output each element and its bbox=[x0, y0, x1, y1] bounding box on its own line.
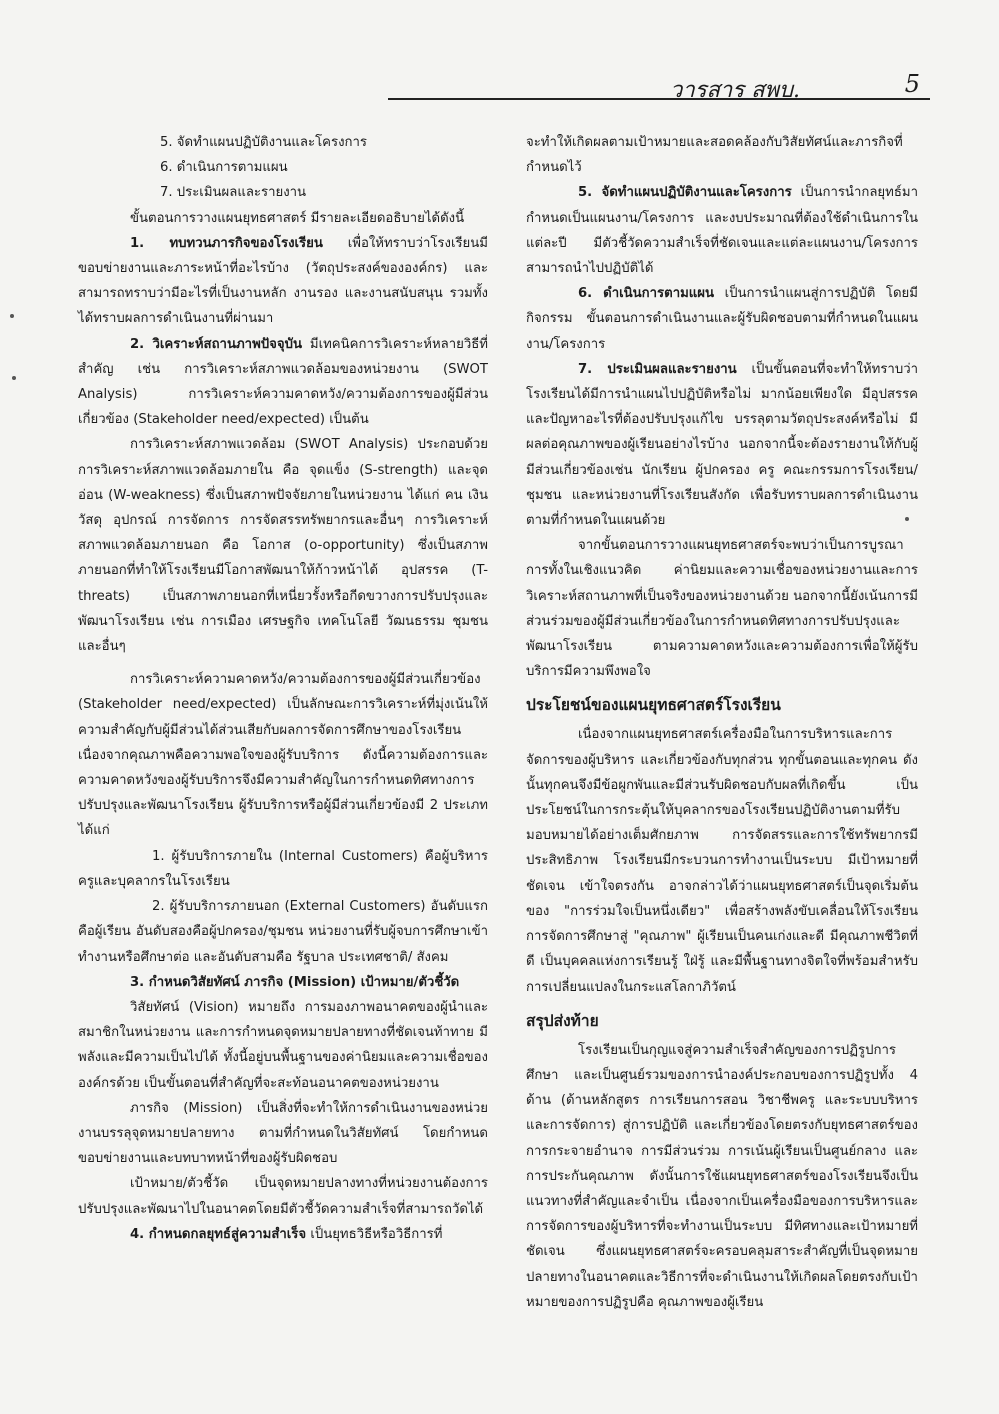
step3-heading: 3. กำหนดวิสัยทัศน์ ภารกิจ (Mission) เป้าหมาย/ตัวชี้วัด bbox=[130, 974, 460, 990]
step6-heading: 6. ดำเนินการตามแผน bbox=[578, 286, 715, 302]
journal-title: วารสาร สพบ. bbox=[669, 78, 800, 103]
scan-speck bbox=[10, 314, 14, 318]
mission-paragraph: ภารกิจ (Mission) เป็นสิ่งที่จะทำให้การดำเนินงานของหน่วยงานบรรลุจุดหมายปลายทาง ตามที่กำหนดในวิสัยทัศน์ โดยกำหนดขอบข่ายงานและบทบาทหน้าที่ของผู้รับผิดชอบ bbox=[78, 1100, 488, 1167]
step6-paragraph bbox=[526, 281, 918, 357]
step1-paragraph bbox=[78, 231, 488, 332]
scan-speck bbox=[12, 376, 16, 380]
goal-paragraph: เป้าหมาย/ตัวชี้วัด เป็นจุดหมายปลางทางที่หน่วยงานต้องการปรับปรุงและพัฒนาไปในอนาคตโดยมีตัวชี้วัดความสำเร็จที่สามารถวัดได้ bbox=[78, 1176, 488, 1217]
step4-text: เป็นยุทธวิธีหรือวิธีการที่ bbox=[306, 1226, 443, 1242]
internal-customers-item: 1. ผู้รับบริการภายใน (Internal Customers) คือผู้บริหาร ครูและบุคลากรในโรงเรียน bbox=[78, 848, 488, 889]
step7-text: เป็นขั้นตอนที่จะทำให้ทราบว่าโรงเรียนได้มีการนำแผนไปปฏิบัติหรือไม่ มากน้อยเพียงใด มีอุปสรรคและปัญหาอะไรที่ต้องปรับปรุงแก้ไข บรรลุตามวัตถุประสงค์หรือไม่ มีผลต่อคุณภาพของผู้เรียนอย่างไรบ้าง นอกจากนี้จะต้องรายงานให้กับผู้มีส่วนเกี่ยวข้องเช่น นักเรียน ผู้ปกครอง ครู คณะกรรมการโรงเรียน/ชุมชน และหน่วยงานที่โรงเรียนสังกัด เพื่อรับทราบผลการดำเนินงานตามที่กำหนดในแผนด้วย bbox=[526, 361, 918, 529]
conclusion-paragraph: โรงเรียนเป็นกุญแจสู่ความสำเร็จสำคัญของการปฏิรูปการศึกษา และเป็นศูนย์รวมของการนำองค์ประกอบของการปฏิรูปทั้ง 4 ด้าน (ด้านหลักสูตร การเรียนการสอน วิชาชีพครู และระบบบริหารและการจัดการ) สู่การปฏิบัติ และเกี่ยวข้องโดยตรงกับยุทธศาสตร์ของการกระจายอำนาจ การมีส่วนร่วม การเน้นผู้เรียนเป็นศูนย์กลาง และการประกันคุณภาพ ดังนั้นการใช้แผนยุทธศาสตร์ของโรงเรียนจึงเป็นแนวทางที่สำคัญและจำเป็น เนื่องจากเป็นเครื่องมือของการบริหารและการจัดการของผู้บริหารที่จะทำงานเป็นระบบ มีทิศทางและเป้าหมายที่ชัดเจน ซึ่งแผนยุทธศาสตร์จะครอบคลุมสาระสำคัญที่เป็นจุดหมายปลายทางในอนาคตและวิธีการที่จะดำเนินงานให้เกิดผลโดยตรงกับเป้าหมายของการปฏิรูปคือ คุณภาพของผู้เรียน bbox=[526, 1042, 918, 1310]
step4-heading: 4. กำหนดกลยุทธ์สู่ความสำเร็จ bbox=[130, 1226, 307, 1242]
step1-heading: 1. ทบทวนภารกิจของโรงเรียน bbox=[130, 235, 323, 251]
step2-heading: 2. วิเคราะห์สถานภาพปัจจุบัน bbox=[130, 336, 302, 352]
step7-heading: 7. ประเมินผลและรายงาน bbox=[578, 361, 737, 377]
benefit-section-title: ประโยชน์ของแผนยุทธศาสตร์โรงเรียน bbox=[526, 696, 781, 715]
conclusion-section-title: สรุปส่งท้าย bbox=[526, 1011, 599, 1030]
step5-text: เป็นการนำกลยุทธ์มากำหนดเป็นแผนงาน/โครงการ และงบประมาณที่ต้องใช้ดำเนินการในแต่ละปี มีตัวชี้วัดความสำเร็จที่ชัดเจนและแต่ละแผนงาน/โครงการสามารถนำไปปฏิบัติได้ bbox=[526, 185, 918, 277]
step-list-item: 7. ประเมินผลและรายงาน bbox=[160, 185, 307, 201]
step-list-item: 6. ดำเนินการตามแผน bbox=[160, 160, 288, 176]
step4-paragraph bbox=[78, 1222, 488, 1247]
step6-text: เป็นการนำแผนสู่การปฏิบัติ โดยมีกิจกรรม ขั้นตอนการดำเนินงานและผู้รับผิดชอบตามที่กำหนดในแผนงาน/โครงการ bbox=[526, 286, 918, 352]
page-number: 5 bbox=[904, 70, 920, 98]
step2-paragraph bbox=[78, 332, 488, 433]
continued-paragraph: จะทำให้เกิดผลตามเป้าหมายและสอดคล้องกับวิสัยทัศน์และภารกิจที่กำหนดไว้ bbox=[526, 135, 903, 176]
swot-paragraph: การวิเคราะห์สภาพแวดล้อม (SWOT Analysis) ประกอบด้วยการวิเคราะห์สภาพแวดล้อมภายใน คือ จุดแข็ง (S-strength) และจุดอ่อน (W-weakness) ซึ่งเป็นสภาพปัจจัยภายในหน่วยงาน ได้แก่ คน เงิน วัสดุ อุปกรณ์ การจัดการ การจัดสรรทรัพยากรและอื่นๆ การวิเคราะห์สภาพแวดล้อมภายนอก คือ โอกาส (o-opportunity) ซึ่งเป็นสภาพภายนอกที่ทำให้โรงเรียนมีโอกาสพัฒนาให้ก้าวหน้าได้ อุปสรรค (T-threats) เป็นสภาพภายนอกที่เหนี่ยวรั้งหรือกีดขวางการปรับปรุงและพัฒนาโรงเรียน เช่น การเมือง เศรษฐกิจ เทคโนโลยี วัฒนธรรม ชุมชน และอื่นๆ bbox=[78, 437, 488, 655]
intro-paragraph: ขั้นตอนการวางแผนยุทธศาสตร์ มีรายละเอียดอธิบายได้ดังนี้ bbox=[130, 210, 465, 226]
benefit-paragraph: เนื่องจากแผนยุทธศาสตร์เครื่องมือในการบริหารและการจัดการของผู้บริหาร และเกี่ยวข้องกับทุกส่วน ทุกขั้นตอนและทุกคน ดังนั้นทุกคนจึงมีข้อผูกพันและมีส่วนรับผิดชอบกับผลที่เกิดขึ้น เป็นประโยชน์ในการกระตุ้นให้บุคลากรของโรงเรียนปฏิบัติงานตามที่รับมอบหมายได้อย่างเต็มศักยภาพ การจัดสรรและการใช้ทรัพยากรมีประสิทธิภาพ โรงเรียนมีกระบวนการทำงานเป็นระบบ มีเป้าหมายที่ชัดเจน เข้าใจตรงกัน อาจกล่าวได้ว่าแผนยุทธศาสตร์เป็นจุดเริ่มต้นของ "การร่วมใจเป็นหนึ่งเดียว" เพื่อสร้างพลังขับเคลื่อนให้โรงเรียนการจัดการศึกษาสู่ "คุณภาพ" ผู้เรียนเป็นคนเก่งและดี มีคุณภาพชีวิตที่ดี เป็นบุคคลแห่งการเรียนรู้ ใฝ่รู้ และมีพื้นฐานทางจิตใจที่พร้อมสำหรับการเปลี่ยนแปลงในกระแสโลกาภิวัตน์ bbox=[526, 727, 918, 995]
step5-paragraph bbox=[526, 180, 918, 281]
step1-text: เพื่อให้ทราบว่าโรงเรียนมีขอบข่ายงานและภาระหน้าที่อะไรบ้าง (วัตถุประสงค์ขององค์กร) และสามารถทราบว่ามีอะไรที่เป็นงานหลัก งานรอง และงานสนับสนุน รวมทั้งได้ทราบผลการดำเนินงานที่ผ่านมา bbox=[78, 235, 488, 327]
external-customers-item: 2. ผู้รับบริการภายนอก (External Customers) อันดับแรกคือผู้เรียน อันดับสองคือผู้ปกครอง/ชุมชน หน่วยงานที่รับผู้จบการศึกษาเข้าทำงานหรือศึกษาต่อ และอันดับสามคือ รัฐบาล ประเทศชาติ/ สังคม bbox=[78, 899, 488, 965]
right-column bbox=[526, 130, 918, 1315]
summary-paragraph: จากขั้นตอนการวางแผนยุทธศาสตร์จะพบว่าเป็นการบูรณาการทั้งในเชิงแนวคิด ค่านิยมและความเชื่อของหน่วยงานและการวิเคราะห์สถานภาพที่เป็นจริงของหน่วยงานด้วย นอกจากนี้ยังเน้นการมีส่วนร่วมของผู้มีส่วนเกี่ยวข้องในการกำหนดทิศทางการปรับปรุงและพัฒนาโรงเรียน ตามความคาดหวังและความต้องการเพื่อให้ผู้รับบริการมีความพึงพอใจ bbox=[526, 538, 918, 680]
vision-paragraph: วิสัยทัศน์ (Vision) หมายถึง การมองภาพอนาคตของผู้นำและสมาชิกในหน่วยงาน และการกำหนดจุดหมายปลายทางที่ชัดเจนท้าทาย มีพลังและมีความเป็นไปได้ ทั้งนี้อยู่บนพื้นฐานของค่านิยมและความเชื่อขององค์กรด้วย เป็นขั้นตอนที่สำคัญที่จะสะท้อนอนาคตของหน่วยงาน bbox=[78, 999, 488, 1091]
left-column bbox=[78, 130, 488, 1247]
step5-heading: 5. จัดทำแผนปฏิบัติงานและโครงการ bbox=[578, 185, 792, 201]
step-list-item: 5. จัดทำแผนปฏิบัติงานและโครงการ bbox=[160, 135, 367, 150]
scan-speck bbox=[905, 517, 909, 521]
step2-text: มีเทคนิคการวิเคราะห์หลายวิธีที่สำคัญ เช่น การวิเคราะห์สภาพแวดล้อมของหน่วยงาน (SWOT Analysis) การวิเคราะห์ความคาดหวัง/ความต้องการของผู้มีส่วนเกี่ยวข้อง (Stakeholder need/expected) เป็นต้น bbox=[78, 336, 488, 428]
step7-paragraph bbox=[526, 357, 918, 533]
stakeholder-paragraph: การวิเคราะห์ความคาดหวัง/ความต้องการของผู้มีส่วนเกี่ยวข้อง (Stakeholder need/expected) เป็นลักษณะการวิเคราะห์ที่มุ่งเน้นให้ความสำคัญกับผู้มีส่วนได้ส่วนเสียกับผลการจัดการศึกษาของโรงเรียน เนื่องจากคุณภาพคือความพอใจของผู้รับบริการ ดังนี้ความต้องการและความคาดหวังของผู้รับบริการจึงมีความสำคัญในการกำหนดทิศทางการปรับปรุงและพัฒนาโรงเรียน ผู้รับบริการหรือผู้มีส่วนเกี่ยวข้องมี 2 ประเภท ได้แก่ bbox=[78, 672, 488, 839]
header-rule bbox=[388, 98, 930, 100]
